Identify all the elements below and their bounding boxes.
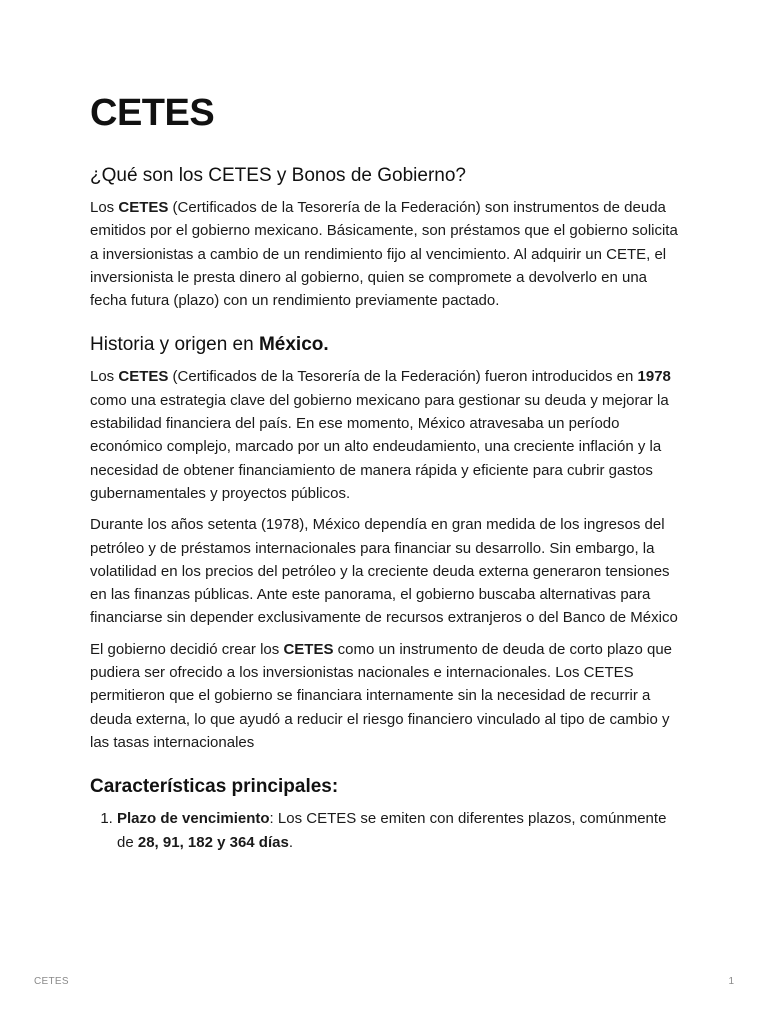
text-run: como un instrumento de deuda de corto plazo que pudiera ser ofrecido a los inversionistas nacionales e internacionales. Los CETES permitieron que el gobierno se financiara internamente sin la necesidad de recurrir a deuda externa, lo que ayudó a reducir el riesgo financiero vinculado al tipo de cambio y las tasas internacionales	[90, 640, 673, 751]
heading-text: Historia y origen en	[90, 334, 259, 356]
bold-run: Plazo de vencimiento	[117, 810, 270, 828]
section-que-son	[90, 165, 680, 312]
paragraph	[90, 513, 680, 629]
bold-run: CETES	[283, 640, 334, 658]
bold-run: 28, 91, 182 y 364 días	[137, 833, 289, 851]
footer-document-name: CETES	[34, 976, 69, 987]
heading-bold-text: México.	[258, 334, 329, 356]
bold-run: CETES	[118, 368, 169, 386]
paragraph	[90, 196, 680, 312]
bold-run: 1978	[637, 368, 671, 386]
text-run: (Certificados de la Tesorería de la Federación) fueron introducidos en	[168, 368, 638, 386]
text-run: Los	[90, 368, 119, 386]
list-item	[117, 807, 680, 854]
footer-page-number: 1	[728, 976, 734, 987]
section-historia	[90, 334, 680, 754]
text-run: Durante los años setenta (1978), México dependía en gran medida de los ingresos del petróleo y de préstamos internacionales para financiar su desarrollo. Sin embargo, la volatilidad en los precios del petróleo y la creciente deuda externa generaron tensiones en las finanzas públicas. Ante este panorama, el gobierno buscaba alternativas para financiarse sin depender exclusivamente de recursos extranjeros o del Banco de México	[90, 516, 678, 627]
text-run: .	[288, 833, 293, 851]
section-caracteristicas	[90, 776, 680, 854]
page-title: CETES	[90, 92, 215, 134]
text-run: (Certificados de la Tesorería de la Federación) son instrumentos de deuda emitidos por el gobierno mexicano. Básicamente, son préstamos que el gobierno solicita a inversionistas a cambio de un rendimiento fijo al vencimiento. Al adquirir un CETE, el inversionista le presta dinero al gobierno, quien se compromete a devolverlo en una fecha futura (plazo) con un rendimiento previamente pactado.	[90, 199, 678, 310]
bold-run: CETES	[118, 199, 169, 216]
section-heading: ¿Qué son los CETES y Bonos de Gobierno?	[90, 165, 466, 186]
text-run: Los	[90, 199, 119, 216]
section-heading	[90, 334, 680, 356]
text-run: El gobierno decidió crear los	[90, 640, 284, 658]
document-page	[90, 92, 680, 876]
numbered-list	[90, 807, 680, 854]
paragraph	[90, 638, 680, 754]
text-run: como una estrategia clave del gobierno mexicano para gestionar su deuda y mejorar la estabilidad financiera del país. En ese momento, México atravesaba un período económico complejo, marcado por un alto endeudamiento, una creciente inflación y la necesidad de obtener financiamiento de manera rápida y eficiente para cubrir gastos gubernamentales y proyectos públicos.	[90, 391, 669, 502]
paragraph	[90, 365, 680, 505]
section-heading: Características principales:	[90, 776, 339, 798]
text-run: : Los CETES se emiten con diferentes plazos, comúnmente de	[117, 810, 667, 851]
